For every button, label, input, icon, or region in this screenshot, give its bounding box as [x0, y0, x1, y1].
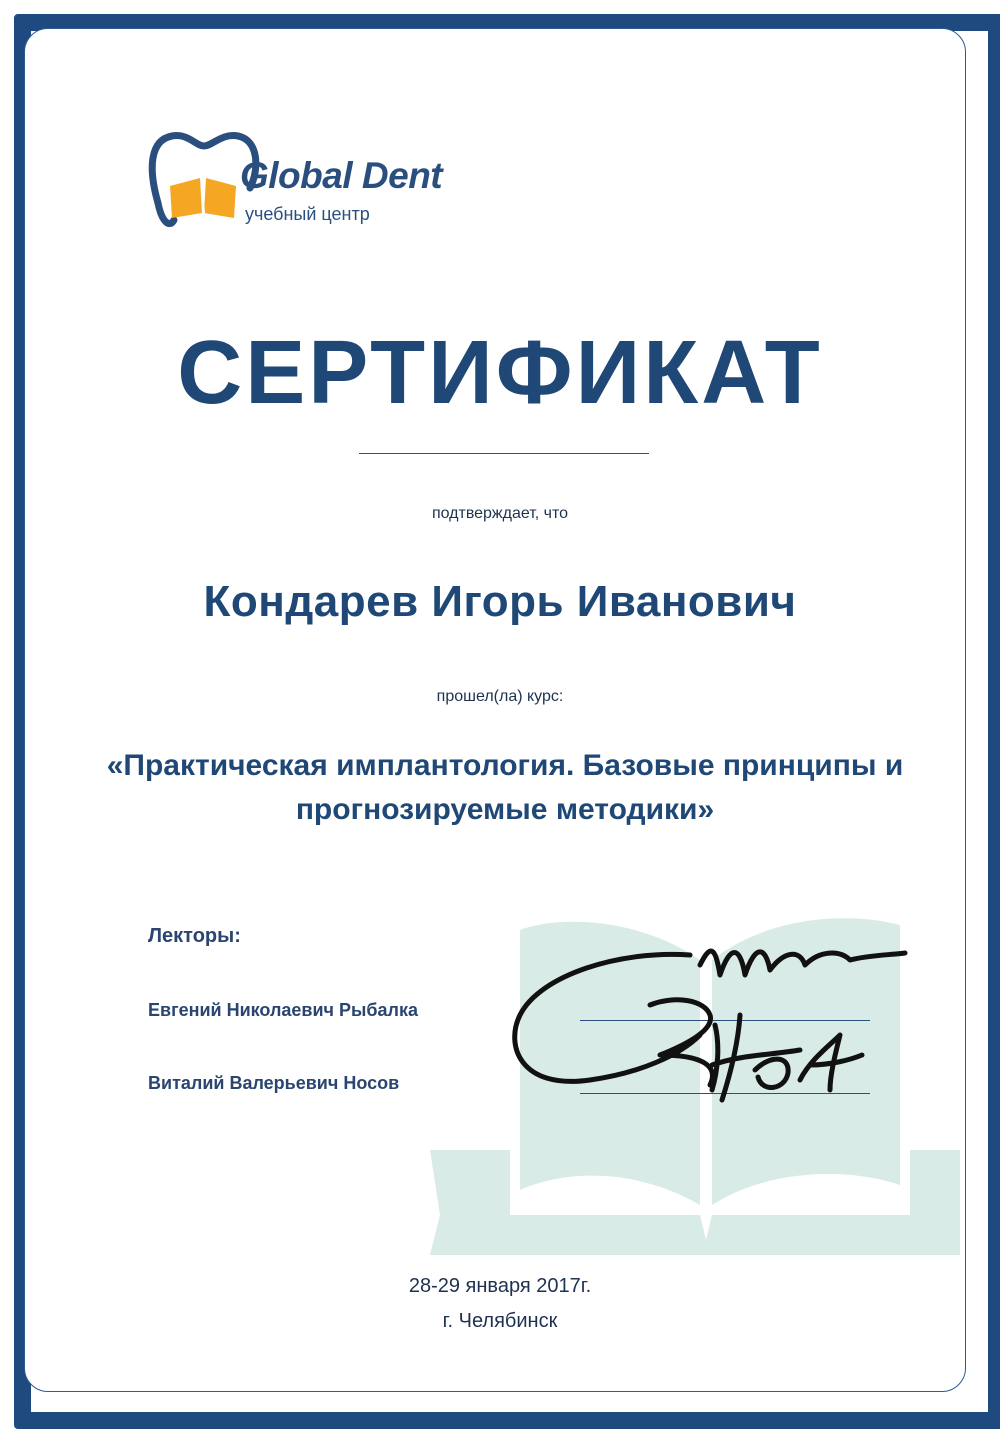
course-title: [80, 744, 930, 832]
logo-brand-name: Global Dent: [240, 155, 443, 196]
lecturer-name: Виталий Валерьевич Носов: [148, 1073, 400, 1093]
course-title-line-1: «Практическая имплантология. Базовые принципы и: [106, 749, 904, 782]
course-date: 28-29 января 2017г.: [408, 1275, 592, 1297]
title-divider: [359, 453, 649, 454]
handwritten-signature: [500, 905, 920, 1135]
course-city: г. Челябинск: [442, 1310, 558, 1332]
logo-subtitle: учебный центр: [245, 204, 370, 224]
recipient-name: Кондарев Игорь Иванович: [203, 577, 797, 626]
certificate-title: СЕРТИФИКАТ: [177, 323, 823, 423]
lecturer-name: Евгений Николаевич Рыбалка: [148, 1000, 418, 1020]
course-title-line-2: прогнозируемые методики»: [295, 793, 715, 826]
confirms-text: подтверждает, что: [431, 505, 569, 522]
completed-course-text: прошел(ла) курс:: [436, 688, 564, 705]
lecturers-heading: Лекторы:: [148, 925, 241, 947]
